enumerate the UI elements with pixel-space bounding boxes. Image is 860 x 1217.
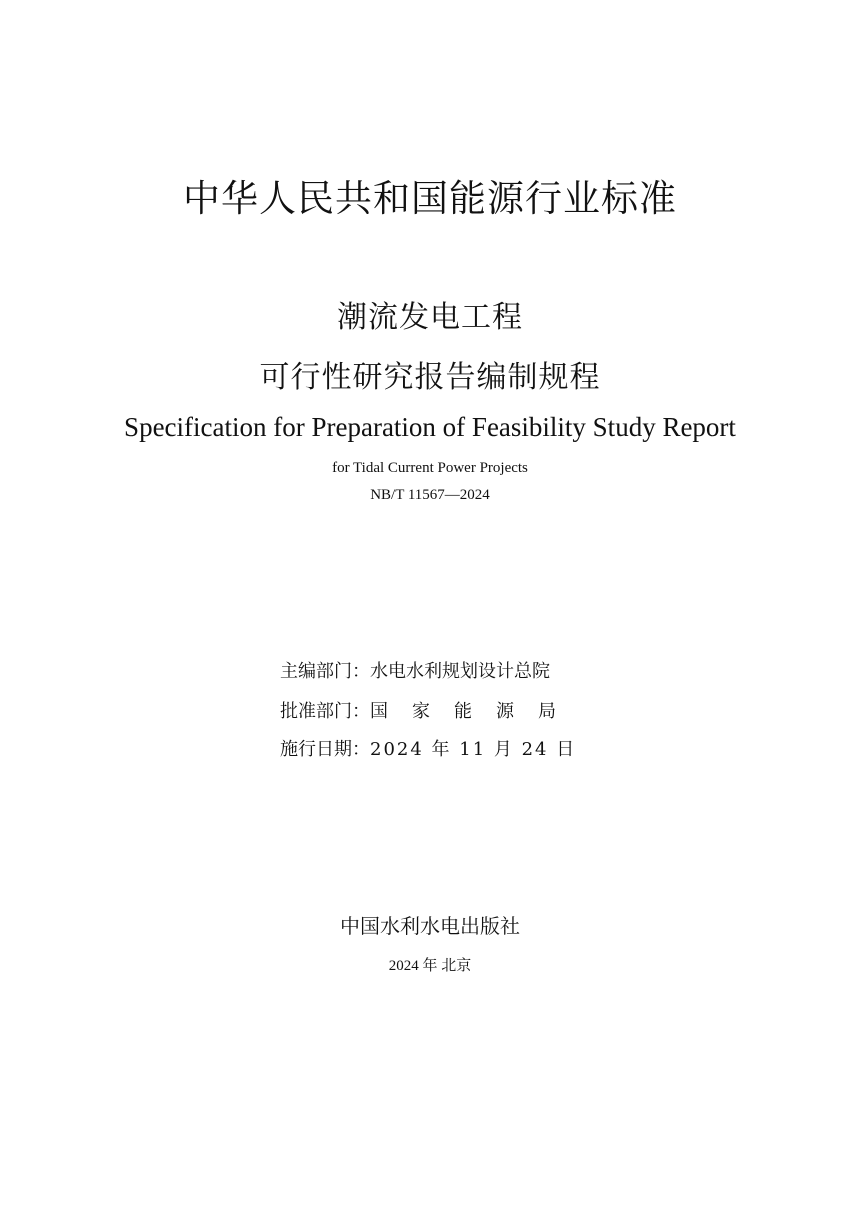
document-title-cn-line2: 可行性研究报告编制规程: [259, 360, 601, 395]
approver-department-row: [280, 697, 580, 723]
publisher-name: 中国水利水电出版社: [340, 914, 520, 938]
editor-department-value: 水电水利规划设计总院: [370, 661, 550, 682]
document-title-en-line1: Specification for Preparation of Feasibility Study Report: [124, 412, 736, 442]
editor-department-row: [280, 657, 550, 683]
document-title-en-line2: for Tidal Current Power Projects: [332, 460, 528, 476]
approver-department-label: 批准部门：: [280, 701, 370, 722]
document-title-cn-line1: 潮流发电工程: [337, 300, 523, 335]
editor-department-label: 主编部门：: [280, 661, 370, 682]
effective-date-value: 2024 年 11 月 24 日: [370, 739, 577, 760]
standard-number: NB/T 11567—2024: [370, 487, 490, 503]
effective-date-label: 施行日期：: [280, 739, 370, 760]
approver-department-value: 国家能源局: [370, 701, 580, 722]
effective-date-row: [280, 735, 576, 761]
standard-category-title: 中华人民共和国能源行业标准: [183, 177, 677, 220]
publication-year-place: 2024 年 北京: [388, 958, 472, 974]
